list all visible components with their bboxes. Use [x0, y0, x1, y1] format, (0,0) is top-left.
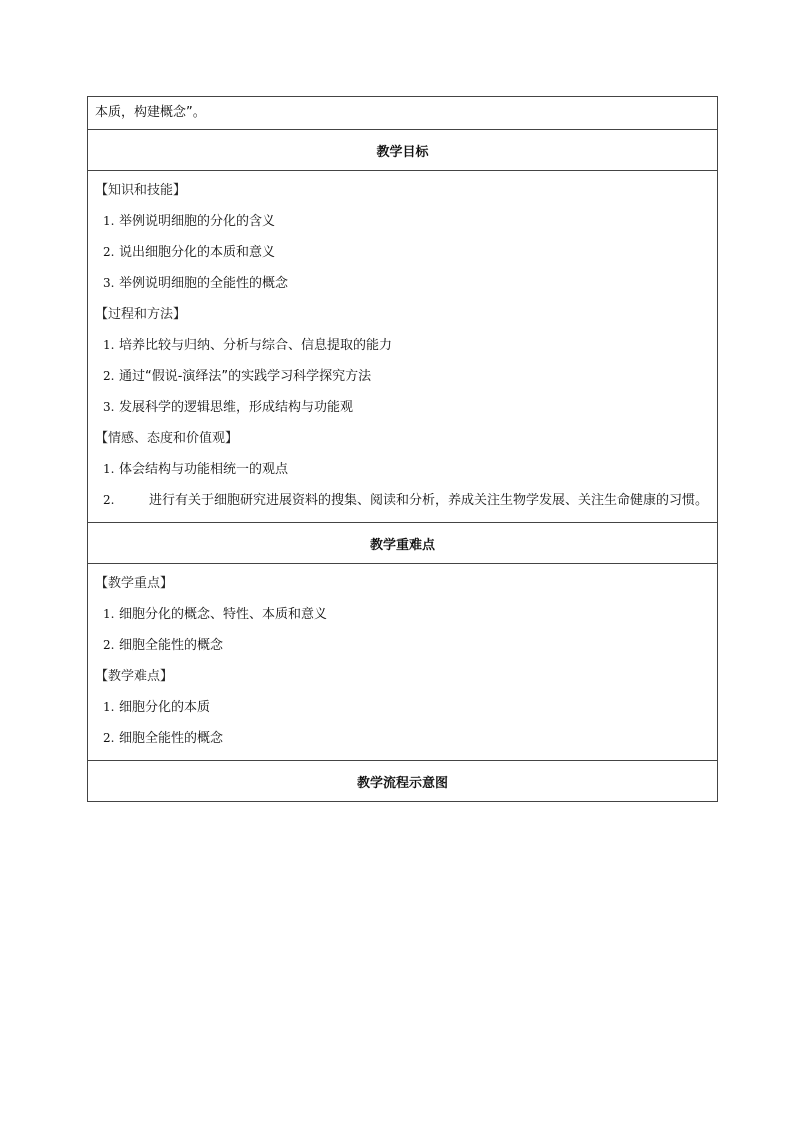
list-item: [88, 723, 717, 754]
item-number: 1.: [103, 462, 115, 476]
item-text: 细胞分化的概念、特性、本质和意义: [119, 607, 328, 622]
list-item: [88, 330, 717, 361]
item-number: 2.: [103, 493, 115, 507]
item-text: 培养比较与归纳、分析与综合、信息提取的能力: [119, 338, 393, 353]
continued-text: 本质，构建概念”。: [95, 105, 206, 120]
item-number: 2.: [103, 731, 115, 745]
flow-chart-header: 教学流程示意图: [88, 760, 717, 801]
item-text: 通过“假说-演绎法”的实践学习科学探究方法: [119, 369, 372, 384]
item-number: 1.: [103, 700, 115, 714]
item-number: 3.: [103, 276, 115, 290]
item-number: 2.: [103, 638, 115, 652]
lesson-plan-table: [87, 96, 718, 802]
objectives-content: [88, 170, 717, 522]
item-text: 发展科学的逻辑思维，形成结构与功能观: [119, 400, 354, 415]
list-item: [88, 392, 717, 423]
item-text: 举例说明细胞的分化的含义: [119, 214, 276, 229]
key-points-header: 教学重难点: [88, 522, 717, 563]
list-item: [88, 599, 717, 630]
continued-text-row: [88, 97, 717, 129]
list-item: [88, 454, 717, 485]
section-title: 【情感、态度和价值观】: [95, 431, 239, 446]
list-item: [88, 361, 717, 392]
item-text: 细胞全能性的概念: [119, 731, 224, 746]
list-item: [88, 692, 717, 723]
key-points-content: [88, 563, 717, 760]
item-text: 进行有关于细胞研究进展资料的搜集、阅读和分析，养成关注生物学发展、关注生命健康的习惯。: [149, 493, 709, 508]
list-item: [88, 268, 717, 299]
item-text: 举例说明细胞的全能性的概念: [119, 276, 289, 291]
item-number: 1.: [103, 607, 115, 621]
item-text: 体会结构与功能相统一的观点: [119, 462, 289, 477]
section-title: 【教学重点】: [95, 576, 174, 591]
item-text: 说出细胞分化的本质和意义: [119, 245, 276, 260]
item-number: 1.: [103, 214, 115, 228]
list-item: [88, 206, 717, 237]
section-title: 【过程和方法】: [95, 307, 187, 322]
item-number: 2.: [103, 369, 115, 383]
list-item: [88, 485, 717, 516]
item-text: 细胞分化的本质: [119, 700, 211, 715]
list-item: [88, 630, 717, 661]
objectives-header: 教学目标: [88, 129, 717, 170]
section-title: 【教学难点】: [95, 669, 174, 684]
item-number: 3.: [103, 400, 115, 414]
item-text: 细胞全能性的概念: [119, 638, 224, 653]
section-title: 【知识和技能】: [95, 183, 187, 198]
item-number: 1.: [103, 338, 115, 352]
list-item: [88, 237, 717, 268]
item-number: 2.: [103, 245, 115, 259]
